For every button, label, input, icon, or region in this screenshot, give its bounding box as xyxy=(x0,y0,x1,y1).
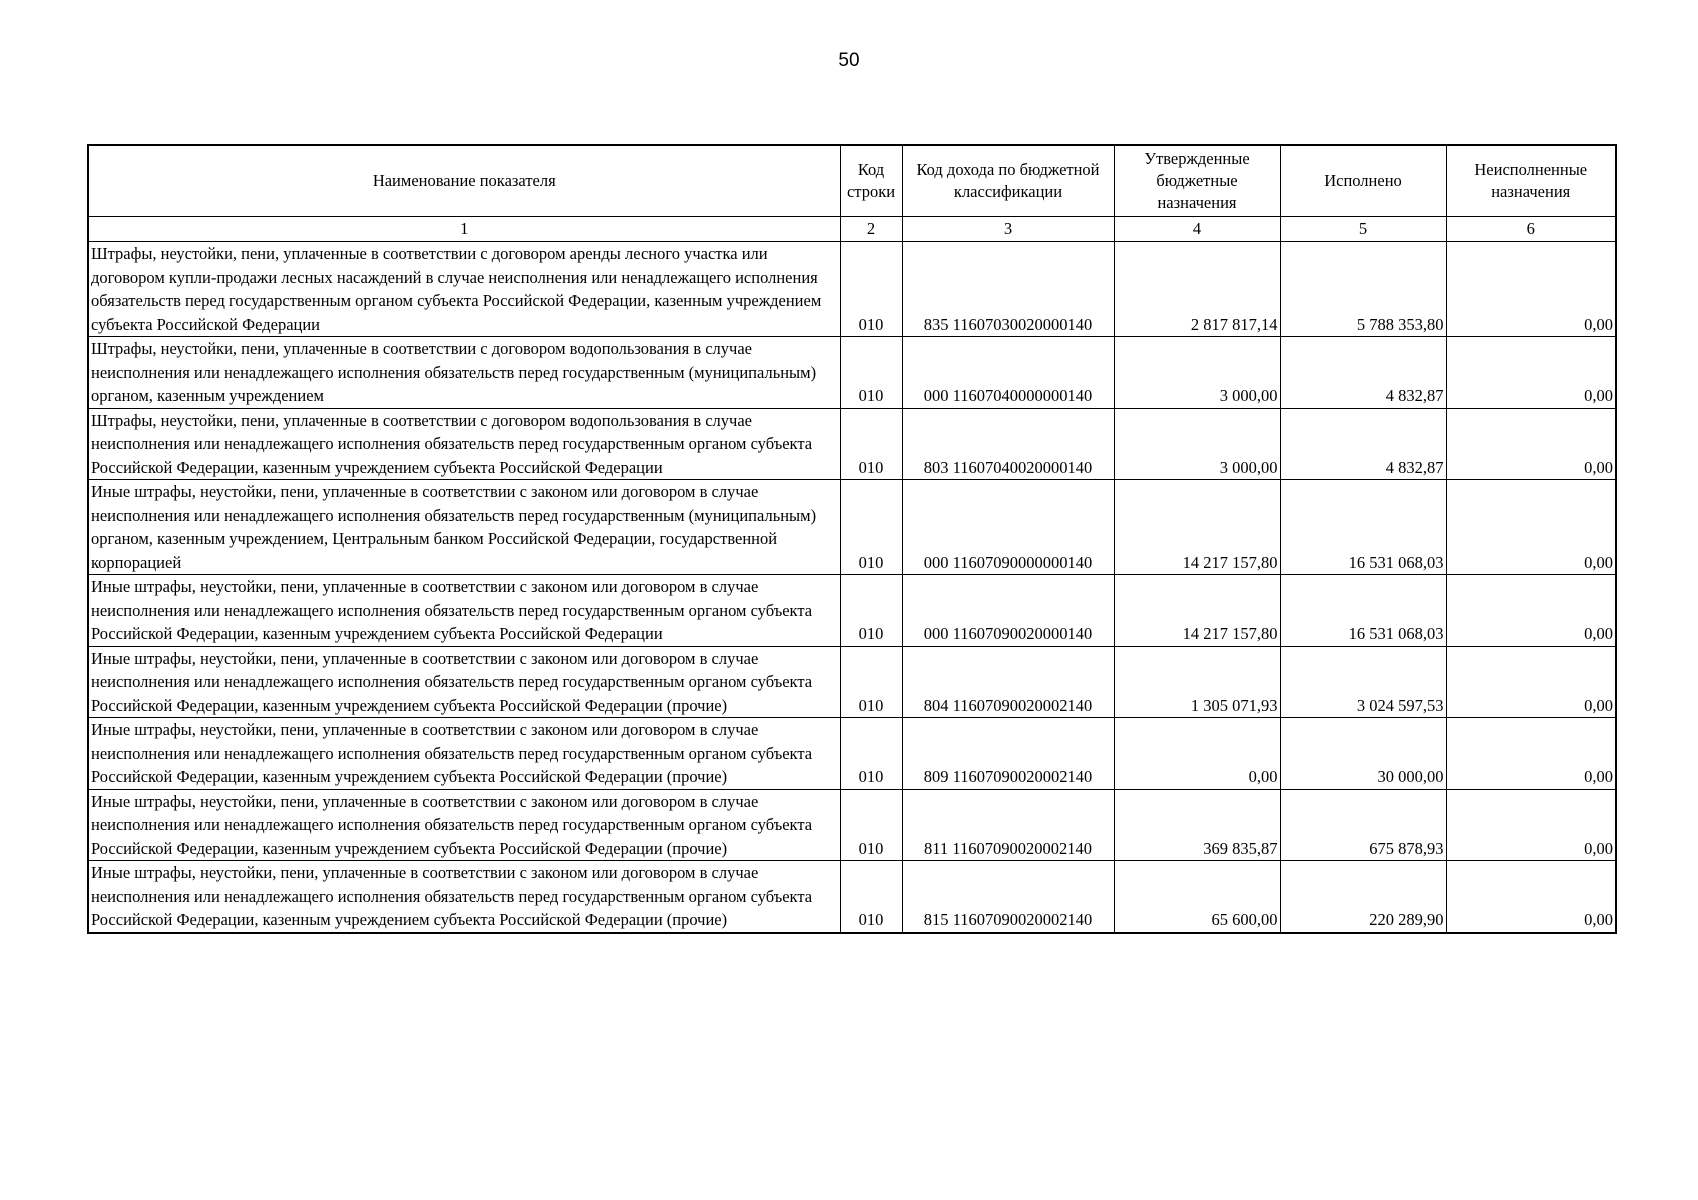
column-number: 6 xyxy=(1446,217,1616,242)
unexecuted-amount: 0,00 xyxy=(1446,575,1616,647)
executed-amount: 16 531 068,03 xyxy=(1280,575,1446,647)
unexecuted-amount: 0,00 xyxy=(1446,480,1616,575)
indicator-name: Иные штрафы, неустойки, пени, уплаченные в соответствии с законом или договором в случае неисполнения или ненадлежащего исполнения обязательств перед государственным органом субъекта Российской Федерации, казенным учреждением субъекта Российской Федерации (прочие) xyxy=(88,861,840,933)
line-code: 010 xyxy=(840,480,902,575)
line-code: 010 xyxy=(840,575,902,647)
page-number: 50 xyxy=(838,50,860,71)
approved-amount: 14 217 157,80 xyxy=(1114,480,1280,575)
line-code: 010 xyxy=(840,337,902,409)
header-line-code: Код строки xyxy=(840,145,902,217)
unexecuted-amount: 0,00 xyxy=(1446,861,1616,933)
approved-amount: 0,00 xyxy=(1114,718,1280,790)
executed-amount: 5 788 353,80 xyxy=(1280,242,1446,337)
indicator-name: Штрафы, неустойки, пени, уплаченные в соответствии с договором водопользования в случае неисполнения или ненадлежащего исполнения обязательств перед государственным (муниципальным) органом, казенным учреждением xyxy=(88,337,840,409)
table-row xyxy=(88,408,1616,480)
budget-execution-table xyxy=(87,144,1617,934)
income-code: 815 11607090020002140 xyxy=(902,861,1114,933)
executed-amount: 16 531 068,03 xyxy=(1280,480,1446,575)
line-code: 010 xyxy=(840,408,902,480)
header-approved: Утвержденные бюджетные назначения xyxy=(1114,145,1280,217)
header-income-code: Код дохода по бюджетной классификации xyxy=(902,145,1114,217)
column-number: 3 xyxy=(902,217,1114,242)
table-row xyxy=(88,337,1616,409)
income-code: 000 11607040000000140 xyxy=(902,337,1114,409)
income-code: 809 11607090020002140 xyxy=(902,718,1114,790)
indicator-name: Штрафы, неустойки, пени, уплаченные в соответствии с договором аренды лесного участка или договором купли-продажи лесных насаждений в случае неисполнения или ненадлежащего исполнения обязательств перед государственным органом субъекта Российской Федерации, казенным учреждением субъекта Российской Федерации xyxy=(88,242,840,337)
table-row xyxy=(88,575,1616,647)
indicator-name: Иные штрафы, неустойки, пени, уплаченные в соответствии с законом или договором в случае неисполнения или ненадлежащего исполнения обязательств перед государственным органом субъекта Российской Федерации, казенным учреждением субъекта Российской Федерации (прочие) xyxy=(88,646,840,718)
executed-amount: 675 878,93 xyxy=(1280,789,1446,861)
table-row xyxy=(88,718,1616,790)
indicator-name: Иные штрафы, неустойки, пени, уплаченные в соответствии с законом или договором в случае неисполнения или ненадлежащего исполнения обязательств перед государственным органом субъекта Российской Федерации, казенным учреждением субъекта Российской Федерации (прочие) xyxy=(88,789,840,861)
executed-amount: 220 289,90 xyxy=(1280,861,1446,933)
line-code: 010 xyxy=(840,718,902,790)
income-code: 000 11607090020000140 xyxy=(902,575,1114,647)
line-code: 010 xyxy=(840,789,902,861)
executed-amount: 3 024 597,53 xyxy=(1280,646,1446,718)
unexecuted-amount: 0,00 xyxy=(1446,646,1616,718)
indicator-name: Иные штрафы, неустойки, пени, уплаченные в соответствии с законом или договором в случае неисполнения или ненадлежащего исполнения обязательств перед государственным органом субъекта Российской Федерации, казенным учреждением субъекта Российской Федерации (прочие) xyxy=(88,718,840,790)
indicator-name: Штрафы, неустойки, пени, уплаченные в соответствии с договором водопользования в случае неисполнения или ненадлежащего исполнения обязательств перед государственным органом субъекта Российской Федерации, казенным учреждением субъекта Российской Федерации xyxy=(88,408,840,480)
approved-amount: 3 000,00 xyxy=(1114,408,1280,480)
header-indicator-name: Наименование показателя xyxy=(88,145,840,217)
executed-amount: 4 832,87 xyxy=(1280,337,1446,409)
income-code: 811 11607090020002140 xyxy=(902,789,1114,861)
unexecuted-amount: 0,00 xyxy=(1446,718,1616,790)
header-executed: Исполнено xyxy=(1280,145,1446,217)
table-row xyxy=(88,789,1616,861)
executed-amount: 4 832,87 xyxy=(1280,408,1446,480)
header-unexecuted: Неисполненные назначения xyxy=(1446,145,1616,217)
approved-amount: 14 217 157,80 xyxy=(1114,575,1280,647)
table-row xyxy=(88,646,1616,718)
unexecuted-amount: 0,00 xyxy=(1446,408,1616,480)
approved-amount: 3 000,00 xyxy=(1114,337,1280,409)
column-number: 4 xyxy=(1114,217,1280,242)
unexecuted-amount: 0,00 xyxy=(1446,337,1616,409)
approved-amount: 369 835,87 xyxy=(1114,789,1280,861)
approved-amount: 2 817 817,14 xyxy=(1114,242,1280,337)
executed-amount: 30 000,00 xyxy=(1280,718,1446,790)
column-number: 2 xyxy=(840,217,902,242)
approved-amount: 1 305 071,93 xyxy=(1114,646,1280,718)
approved-amount: 65 600,00 xyxy=(1114,861,1280,933)
line-code: 010 xyxy=(840,646,902,718)
income-code: 803 11607040020000140 xyxy=(902,408,1114,480)
line-code: 010 xyxy=(840,242,902,337)
header-row xyxy=(88,145,1616,217)
table-row xyxy=(88,861,1616,933)
income-code: 000 11607090000000140 xyxy=(902,480,1114,575)
unexecuted-amount: 0,00 xyxy=(1446,242,1616,337)
column-number: 5 xyxy=(1280,217,1446,242)
column-number-row xyxy=(88,217,1616,242)
income-code: 835 11607030020000140 xyxy=(902,242,1114,337)
line-code: 010 xyxy=(840,861,902,933)
indicator-name: Иные штрафы, неустойки, пени, уплаченные в соответствии с законом или договором в случае неисполнения или ненадлежащего исполнения обязательств перед государственным органом субъекта Российской Федерации, казенным учреждением субъекта Российской Федерации xyxy=(88,575,840,647)
indicator-name: Иные штрафы, неустойки, пени, уплаченные в соответствии с законом или договором в случае неисполнения или ненадлежащего исполнения обязательств перед государственным (муниципальным) органом, казенным учреждением, Центральным банком Российской Федерации, государственной корпорацией xyxy=(88,480,840,575)
table-row xyxy=(88,480,1616,575)
column-number: 1 xyxy=(88,217,840,242)
table-row xyxy=(88,242,1616,337)
unexecuted-amount: 0,00 xyxy=(1446,789,1616,861)
income-code: 804 11607090020002140 xyxy=(902,646,1114,718)
